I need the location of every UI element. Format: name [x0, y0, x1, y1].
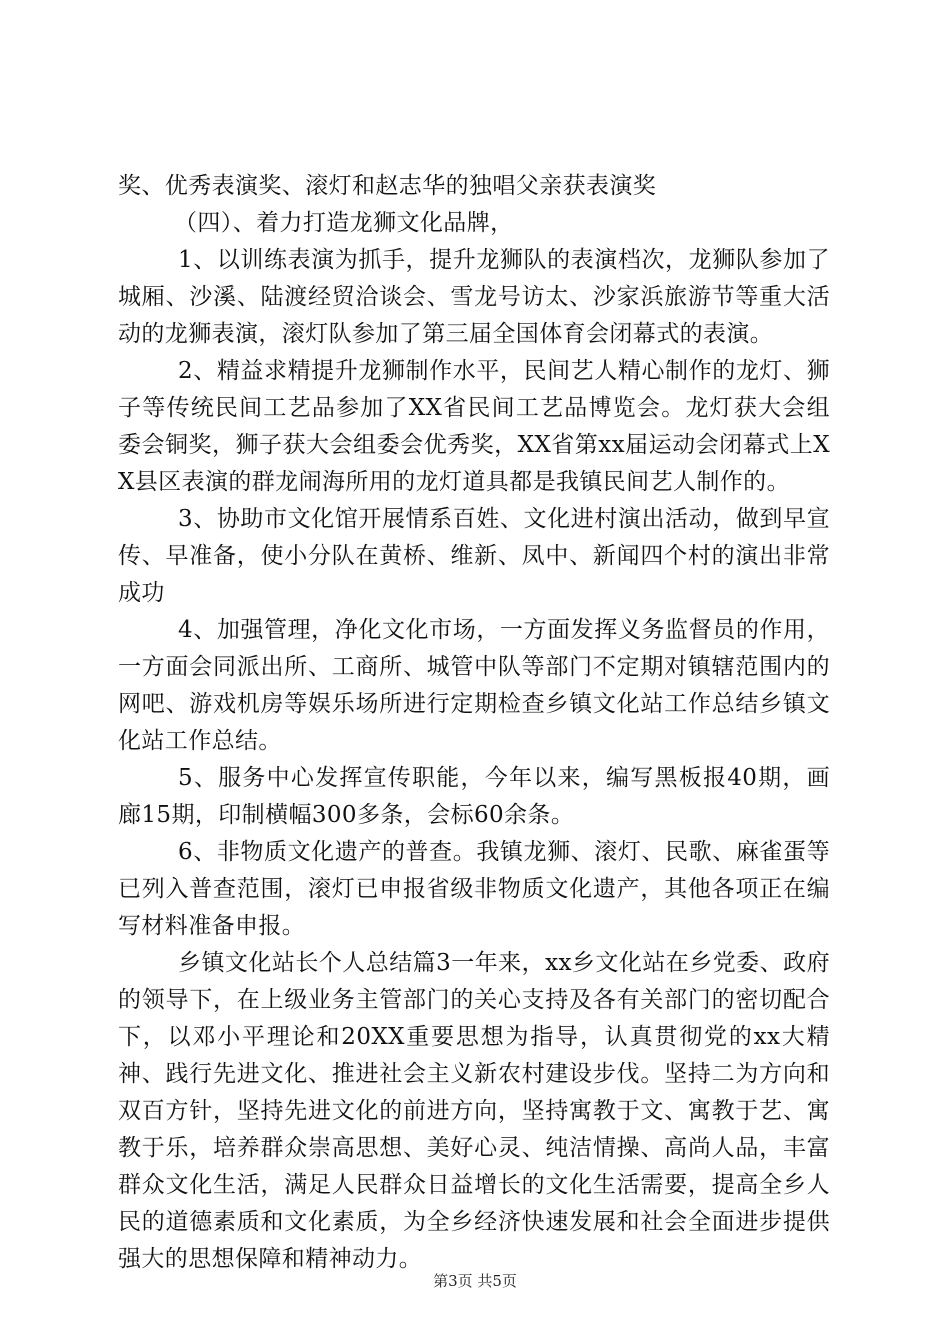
page-number-indicator: 第3页 共5页: [433, 1272, 517, 1290]
page-footer: [0, 1271, 950, 1291]
paragraph-item-3: 3、协助市文化馆开展情系百姓、文化进村演出活动，做到早宣传、早准备，使小分队在黄桥、维新、凤中、新闻四个村的演出非常成功: [118, 506, 830, 606]
paragraph-summary-part-3: 乡镇文化站长个人总结篇3一年来，xx乡文化站在乡党委、政府的领导下，在上级业务主管部门的关心支持及各有关部门的密切配合下，以邓小平理论和20XX重要思想为指导，认真贯彻党的xx大精神、践行先进文化、推进社会主义新农村建设步伐。坚持二为方向和双百方针，坚持先进文化的前进方向，坚持寓教于文、寓教于艺、寓教于乐，培养群众崇高思想、美好心灵、纯洁情操、高尚人品，丰富群众文化生活，满足人民群众日益增长的文化生活需要，提高全乡人民的道德素质和文化素质，为全乡经济快速发展和社会全面进步提供强大的思想保障和精神动力。: [118, 950, 830, 1272]
paragraph-item-2: 2、精益求精提升龙狮制作水平，民间艺人精心制作的龙灯、狮子等传统民间工艺品参加了XX省民间工艺品博览会。龙灯获大会组委会铜奖，狮子获大会组委会优秀奖，XX省第xx届运动会闭幕式上XX县区表演的群龙闹海所用的龙灯道具都是我镇民间艺人制作的。: [118, 358, 830, 495]
paragraph-continued-awards: 奖、优秀表演奖、滚灯和赵志华的独唱父亲获表演奖: [118, 173, 657, 199]
document-body: [118, 168, 830, 1278]
paragraph-item-5: 5、服务中心发挥宣传职能，今年以来，编写黑板报40期，画廊15期，印制横幅300多条，会标60余条。: [118, 765, 830, 828]
section-heading-dragon-lion-brand: （四）、着力打造龙狮文化品牌，: [174, 210, 514, 236]
paragraph-item-1: 1、以训练表演为抓手，提升龙狮队的表演档次，龙狮队参加了城厢、沙溪、陆渡经贸洽谈会、雪龙号访太、沙家浜旅游节等重大活动的龙狮表演，滚灯队参加了第三届全国体育会闭幕式的表演。: [118, 247, 830, 347]
paragraph-item-4: 4、加强管理，净化文化市场，一方面发挥义务监督员的作用，一方面会同派出所、工商所、城管中队等部门不定期对镇辖范围内的网吧、游戏机房等娱乐场所进行定期检查乡镇文化站工作总结乡镇文化站工作总结。: [118, 617, 830, 754]
paragraph-item-6: 6、非物质文化遗产的普查。我镇龙狮、滚灯、民歌、麻雀蛋等已列入普查范围，滚灯已申报省级非物质文化遗产，其他各项正在编写材料准备申报。: [118, 839, 830, 939]
